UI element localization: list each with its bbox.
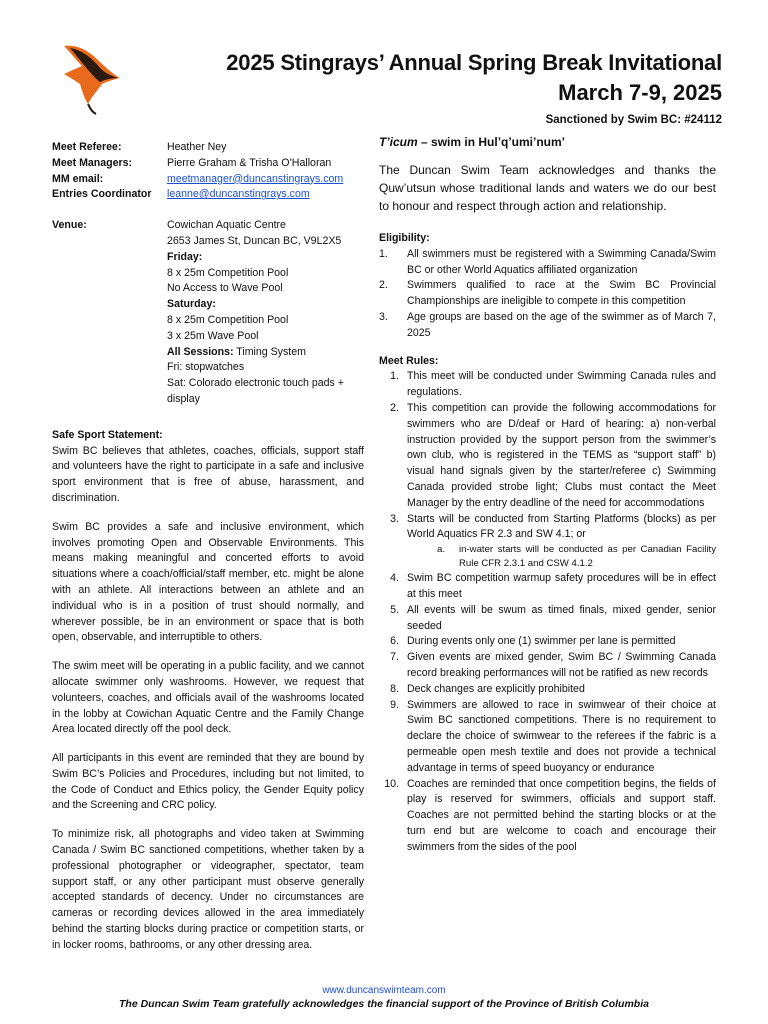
- item-text: Coaches are reminded that once competition begins, the fields of play is reserved for swimmers, officials and support staff. Coaches are not permitted behind the starting blocks or at the turn end but are welcome to coach and encourage their swimmers from the sides of the pool: [407, 777, 716, 853]
- right-column: [379, 135, 716, 855]
- list-item: [379, 698, 716, 777]
- item-text: Swimmers are allowed to race in swimwear of their choice at Swim BC sanctioned competitions. There is no requirement to declare the choice of swimwear to the referees if the fabric is a permeable open mesh textile and does not provide a technical advantage in terms of speed buoyancy or endurance: [407, 698, 716, 774]
- item-number: 1.: [379, 247, 388, 260]
- item-number: 10.: [384, 777, 399, 790]
- item-number: 3.: [379, 310, 388, 323]
- friday-label: Friday:: [167, 250, 203, 263]
- venue-address: 2653 James St, Duncan BC, V9L2X5: [167, 234, 342, 247]
- entries-row: [52, 187, 364, 203]
- ticum-translation: – swim in Hul’q’umi’num’: [417, 135, 566, 149]
- item-number: 9.: [390, 698, 399, 711]
- website-link[interactable]: www.duncanswimteam.com: [322, 985, 446, 996]
- ticum-word: T’icum: [379, 135, 418, 149]
- list-item: [379, 777, 716, 856]
- referee-label: Meet Referee:: [52, 141, 122, 153]
- list-item: [379, 571, 716, 603]
- referee-row: [52, 140, 364, 156]
- list-item: [379, 369, 716, 401]
- list-item: [379, 603, 716, 635]
- list-item: [379, 512, 716, 544]
- item-text: During events only one (1) swimmer per lane is permitted: [407, 635, 676, 648]
- ticum-heading: [379, 135, 716, 149]
- item-text: Starts will be conducted from Starting Platforms (blocks) as per World Aquatics FR 2.3 and SW 4.1; or: [407, 512, 716, 541]
- entries-label: Entries Coordinator: [52, 188, 152, 201]
- page-footer: [0, 985, 768, 1010]
- list-item: [379, 650, 716, 682]
- page-title: 2025 Stingrays’ Annual Spring Break Invitational: [226, 50, 722, 75]
- saturday-line: 3 x 25m Wave Pool: [167, 329, 259, 342]
- item-text: Deck changes are explicitly prohibited: [407, 682, 585, 695]
- list-item: [379, 634, 716, 650]
- safe-sport-paragraph: To minimize risk, all photographs and video taken at Swimming Canada / Swim BC sanctioned competitions, whether taken by a professional photographer or videographer, spectator, team support staff, or any other participant must observe generally accepted standards of decency. Under no circumstances are cameras or recording devices allowed in the area immediately behind the starting blocks during practice or competition starts, or in locker rooms, bathrooms, or any other dressing area.: [52, 828, 364, 951]
- funding-acknowledgement: The Duncan Swim Team gratefully acknowledges the financial support of the Province of British Columbia: [119, 998, 649, 1010]
- all-sessions-value: Timing System: [233, 345, 306, 358]
- item-number: 6.: [390, 635, 399, 648]
- venue-name: Cowichan Aquatic Centre: [167, 219, 286, 232]
- venue-label: Venue:: [52, 219, 87, 232]
- item-text: Swimmers qualified to race at the Swim BC Provincial Championships are ineligible to compete in this competition: [407, 279, 716, 308]
- item-text: in-water starts will be conducted as per Canadian Facility Rule CFR 2.3.1 and CSW 4.1.2: [459, 544, 716, 570]
- list-item: [379, 278, 716, 310]
- item-number: 2.: [379, 279, 388, 292]
- item-number: a.: [437, 544, 446, 556]
- entries-email-link[interactable]: leanne@duncanstingrays.com: [167, 188, 310, 201]
- safe-sport-paragraph: All participants in this event are reminded that they are bound by Swim BC’s Policies and Procedures, including but not limited, to the Code of Conduct and Ethics policy, the Gender Equity policy and the Screening and CRC policy.: [52, 752, 364, 812]
- all-sessions-label: All Sessions:: [167, 345, 234, 358]
- eligibility-list: [379, 247, 716, 342]
- item-number: 8.: [390, 682, 399, 695]
- meet-dates: March 7-9, 2025: [558, 80, 722, 105]
- managers-label: Meet Managers:: [52, 156, 133, 169]
- item-number: 5.: [390, 603, 399, 616]
- manager-email-link[interactable]: meetmanager@duncanstingrays.com: [167, 172, 344, 185]
- venue-row: [52, 218, 364, 408]
- safe-sport-heading: Safe Sport Statement:: [52, 428, 163, 441]
- referee-value: Heather Ney: [167, 141, 227, 153]
- list-item: [379, 310, 716, 342]
- item-text: This competition can provide the following accommodations for swimmers who are D/deaf or Hard of hearing: a) non-verbal instruction provided by the support person from the swimmer’s own club, who is registered in the TEMS as “support staff” b) visual hand signals given by the starter/referee c) Swimming Canada provided strobe light; Clubs must contact the Meet Manager by the entry deadline of the need for accommodations: [407, 401, 716, 509]
- managers-row: [52, 156, 364, 172]
- meet-rules-heading: Meet Rules:: [379, 354, 439, 367]
- list-item: [379, 682, 716, 698]
- list-item: [379, 401, 716, 512]
- item-text: All swimmers must be registered with a Swimming Canada/Swim BC or other World Aquatics affiliated organization: [407, 247, 716, 276]
- safe-sport-paragraph: Swim BC provides a safe and inclusive environment, which involves promoting Open and Observable Environments. This means making meaningful and concerted efforts to avoid situations where a coach/official/staff member, etc. might be alone with an athlete. All interactions between an athlete and an individual who is in a position of trust should normally, and wherever possible, be in an environment or space that is both open, observable, and interruptible to others.: [52, 520, 364, 644]
- sanction-number: Sanctioned by Swim BC: #24112: [545, 114, 722, 126]
- item-text: Swim BC competition warmup safety procedures will be in effect at this meet: [407, 572, 716, 600]
- managers-value: Pierre Graham & Trisha O’Halloran: [167, 156, 332, 169]
- all-sessions-row: [167, 345, 364, 361]
- timing-line: Fri: stopwatches: [167, 361, 245, 374]
- safe-sport-paragraph: The swim meet will be operating in a public facility, and we cannot allocate swimmer only washrooms. However, we request that volunteers, coaches, and officials avail of the washrooms located in the lobby at Cowichan Aquatic Centre and the Family Change Area located directly off the pool deck.: [52, 660, 364, 736]
- saturday-label: Saturday:: [167, 298, 216, 311]
- item-text: This meet will be conducted under Swimming Canada rules and regulations.: [407, 370, 716, 399]
- stingray-logo-icon: [62, 40, 122, 116]
- sub-list-item: [379, 543, 716, 571]
- item-number: 1.: [390, 370, 399, 383]
- email-row: [52, 172, 364, 188]
- item-number: 7.: [390, 651, 399, 664]
- item-number: 3.: [390, 512, 399, 525]
- item-text: All events will be swum as timed finals, mixed gender, senior seeded: [407, 603, 716, 632]
- item-number: 4.: [390, 572, 399, 585]
- safe-sport-paragraph: Swim BC believes that athletes, coaches, officials, support staff and volunteers have the right to participate in a safe and inclusive sport environment that is free of abuse, harassment, and discrimination.: [52, 444, 364, 504]
- timing-line: Sat: Colorado electronic touch pads + display: [167, 377, 344, 405]
- left-column: [52, 140, 364, 967]
- land-acknowledgement: The Duncan Swim Team acknowledges and thanks the Quw’utsun whose traditional lands and waters we do our best to honour and respect through action and relationship.: [379, 163, 716, 213]
- title-block: [226, 48, 722, 126]
- friday-line: 8 x 25m Competition Pool: [167, 266, 289, 279]
- saturday-line: 8 x 25m Competition Pool: [167, 313, 289, 326]
- item-text: Age groups are based on the age of the swimmer as of March 7, 2025: [407, 310, 716, 339]
- list-item: [379, 247, 716, 279]
- eligibility-heading: Eligibility:: [379, 232, 430, 244]
- item-number: 2.: [390, 401, 399, 414]
- email-label: MM email:: [52, 172, 104, 185]
- meet-rules-list: [379, 369, 716, 855]
- friday-line: No Access to Wave Pool: [167, 282, 283, 295]
- item-text: Given events are mixed gender, Swim BC / Swimming Canada record breaking performances will not be ratified as new records: [407, 651, 716, 679]
